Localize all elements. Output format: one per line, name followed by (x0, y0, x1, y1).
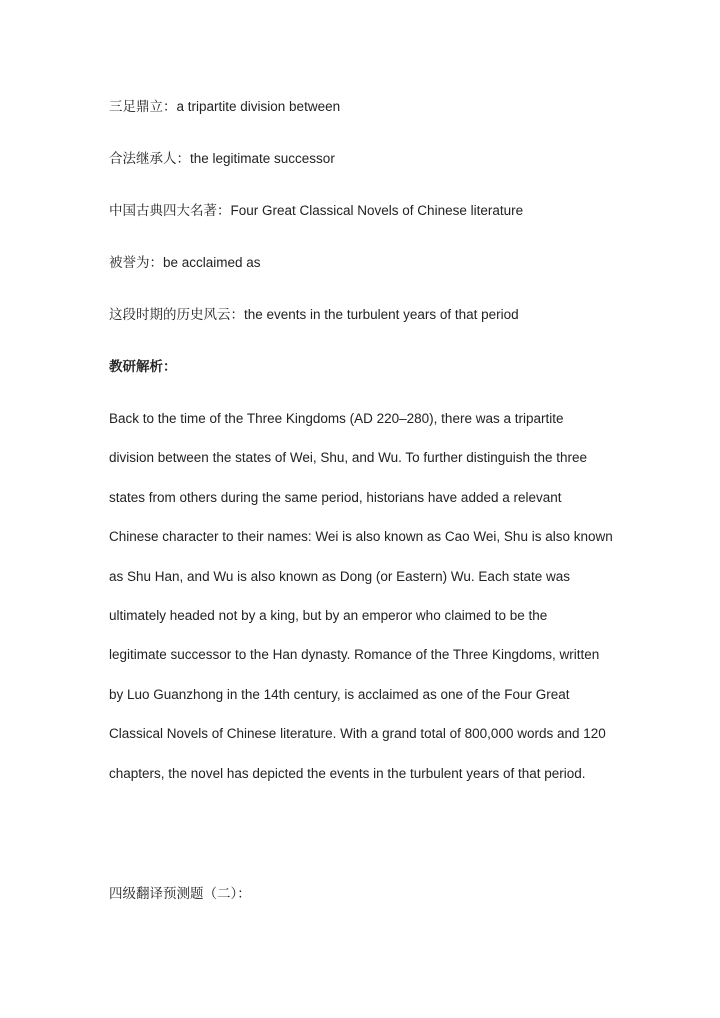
paragraph-line: chapters, the novel has depicted the events in the turbulent years of that period. (109, 766, 586, 781)
vocab-chinese: 这段时期的历史风云： (109, 307, 244, 322)
paragraph-line: Classical Novels of Chinese literature. With a grand total of 800,000 words and 120 (109, 726, 606, 741)
vocab-item (109, 305, 519, 325)
next-section-heading: 四级翻译预测题（二）： (109, 886, 251, 901)
vocab-item (109, 253, 261, 273)
paragraph-line: by Luo Guanzhong in the 14th century, is acclaimed as one of the Four Great (109, 687, 570, 702)
vocab-chinese: 中国古典四大名著： (109, 203, 231, 218)
vocab-english: a tripartite division between (176, 99, 341, 114)
vocab-item (109, 97, 340, 117)
vocab-chinese: 合法继承人： (109, 151, 190, 166)
paragraph-line: Chinese character to their names: Wei is also known as Cao Wei, Shu is also known (109, 529, 613, 544)
vocab-item (109, 201, 523, 221)
vocab-chinese: 被誉为： (109, 255, 163, 270)
paragraph-line: states from others during the same period, historians have added a relevant (109, 490, 562, 505)
vocab-item (109, 149, 335, 169)
paragraph-line: as Shu Han, and Wu is also known as Dong (or Eastern) Wu. Each state was (109, 569, 570, 584)
paragraph-line: ultimately headed not by a king, but by an emperor who claimed to be the (109, 608, 548, 623)
vocab-english: the legitimate successor (190, 151, 335, 166)
paragraph-line: Back to the time of the Three Kingdoms (AD 220–280), there was a tripartite (109, 411, 564, 426)
vocab-english: Four Great Classical Novels of Chinese literature (230, 203, 524, 218)
paragraph-line: legitimate successor to the Han dynasty. Romance of the Three Kingdoms, written (109, 647, 600, 662)
vocab-english: the events in the turbulent years of that period (244, 307, 519, 322)
vocab-chinese: 三足鼎立： (109, 99, 177, 114)
paragraph-line: division between the states of Wei, Shu, and Wu. To further distinguish the three (109, 450, 588, 465)
vocab-english: be acclaimed as (163, 255, 261, 270)
analysis-heading: 教研解析： (109, 359, 177, 374)
